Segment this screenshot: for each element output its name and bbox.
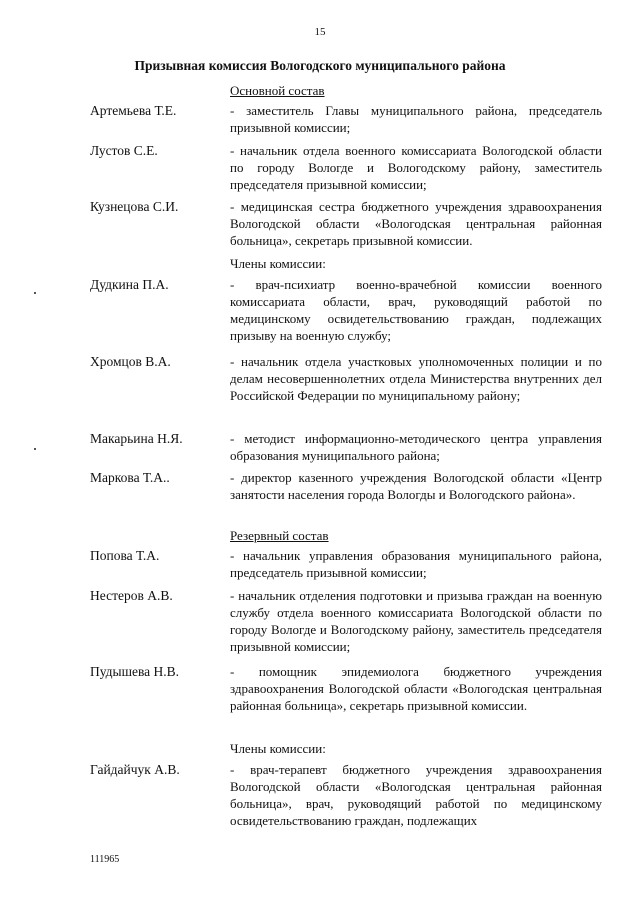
member-role: - директор казенного учреждения Вологодской области «Центр занятости населения города Вологды и Вологодского района».	[230, 470, 602, 502]
member-name: Артемьева Т.Е.	[90, 103, 177, 118]
scan-artifact	[34, 292, 36, 294]
member-name: Пудышева Н.В.	[90, 664, 180, 679]
scan-artifact	[34, 448, 36, 450]
member-role: - врач-терапевт бюджетного учреждения здравоохранения Вологодской области «Вологодская центральная районная больница», врач, руководящий работой по медицинскому освидетельствованию граждан, подлежащих	[230, 762, 602, 828]
member-role: - начальник отделения подготовки и призыва граждан на военную службу отдела военного комиссариата Вологодской области по городу Вологде и Вологодскому району, заместитель председателя призывной комиссии;	[230, 588, 602, 654]
member-name: Кузнецова С.И.	[90, 199, 179, 214]
member-name: Маркова Т.А..	[90, 470, 170, 485]
member-role: - врач-психиатр военно-врачебной комиссии военного комиссариата области, врач, руководящий работой по медицинскому освидетельствованию граждан, подлежащих призыву на военную службу;	[230, 277, 602, 343]
member-role: - медицинская сестра бюджетного учреждения здравоохранения Вологодской области «Вологодская центральная районная больница», секретарь призывной комиссии.	[230, 199, 602, 248]
reserve-composition-heading: Резервный состав	[230, 528, 329, 543]
footer-code: 111965	[90, 854, 120, 865]
member-name: Хромцов В.А.	[90, 354, 171, 369]
member-role: - методист информационно-методического центра управления образования муниципального района;	[230, 431, 602, 463]
member-name: Попова Т.А.	[90, 548, 160, 563]
member-name: Нестеров А.В.	[90, 588, 173, 603]
member-name: Дудкина П.А.	[90, 277, 169, 292]
member-role: - помощник эпидемиолога бюджетного учреждения здравоохранения Вологодской области «Вологодская центральная районная больница», секретарь призывной комиссии.	[230, 664, 602, 713]
main-composition-heading: Основной состав	[230, 83, 325, 98]
member-name: Гайдайчук А.В.	[90, 762, 180, 777]
page-number: 15	[314, 26, 326, 38]
document-title: Призывная комиссия Вологодского муниципального района	[134, 58, 506, 73]
members-heading: Члены комиссии:	[230, 741, 326, 756]
member-role: - начальник управления образования муниципального района, председатель призывной комиссии;	[230, 548, 602, 580]
member-role: - заместитель Главы муниципального района, председатель призывной комиссии;	[230, 103, 602, 135]
member-name: Лустов С.Е.	[90, 143, 158, 158]
member-name: Макарьина Н.Я.	[90, 431, 183, 446]
member-role: - начальник отдела участковых уполномоченных полиции и по делам несовершеннолетних отдела Министерства внутренних дел Российской Федерации по муниципальному району;	[230, 354, 602, 403]
members-heading: Члены комиссии:	[230, 256, 326, 271]
member-role: - начальник отдела военного комиссариата Вологодской области по городу Вологде и Вологодскому району, заместитель председателя призывной комиссии;	[230, 143, 602, 192]
